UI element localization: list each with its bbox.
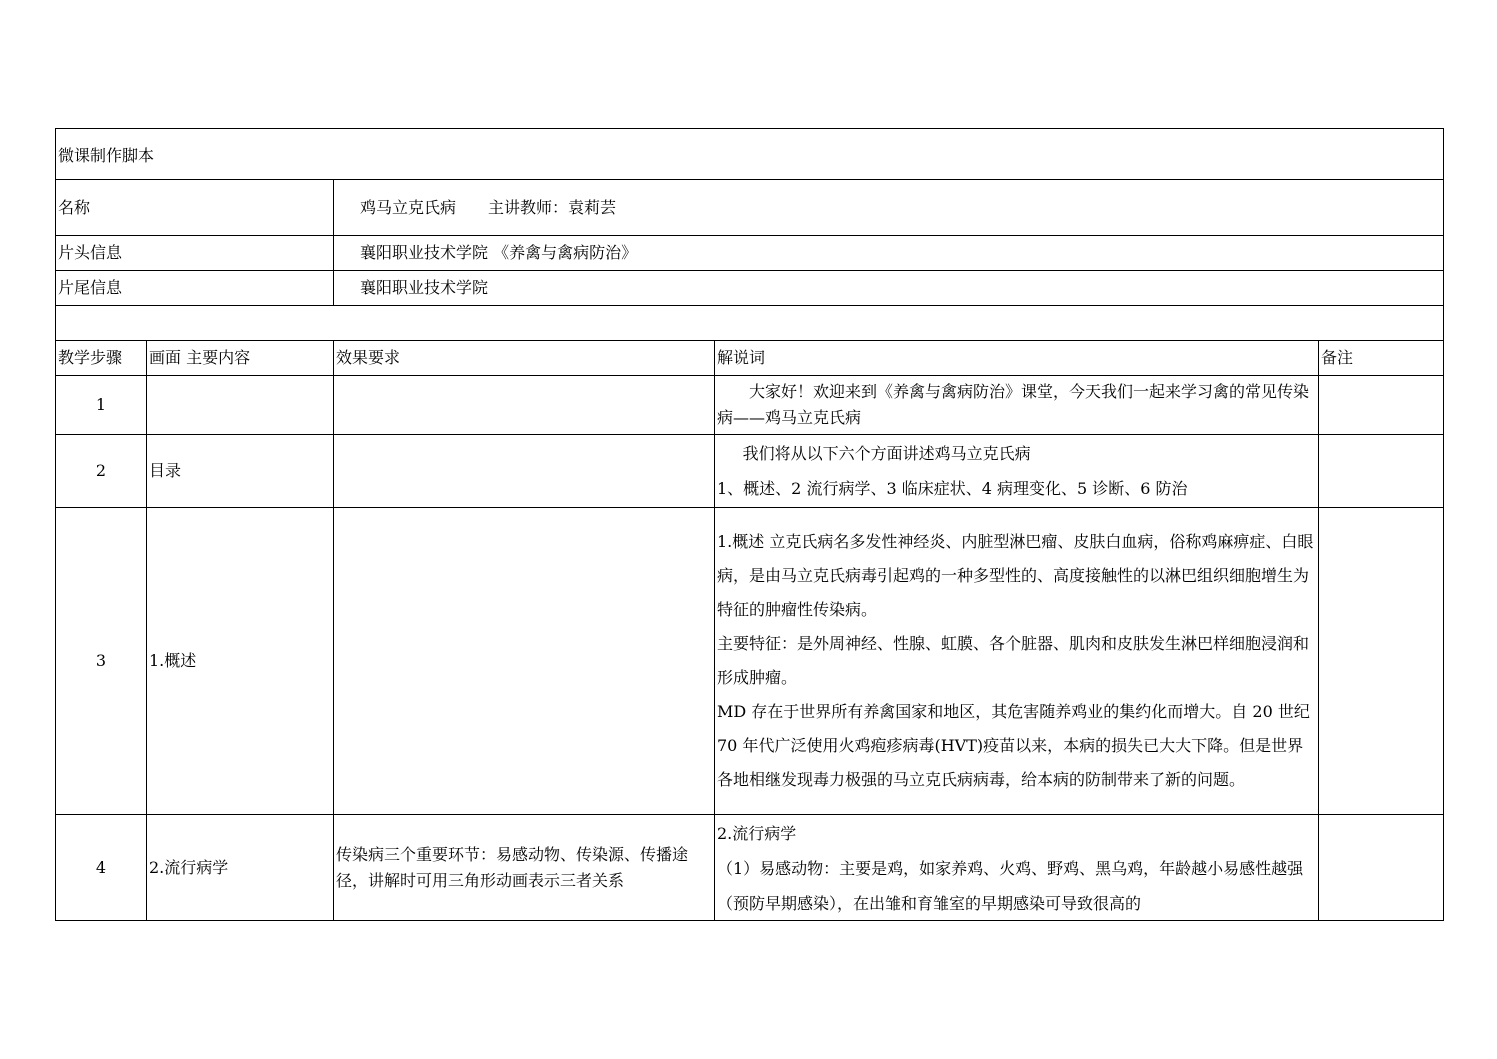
info-row-head bbox=[56, 236, 1444, 271]
tail-label: 片尾信息 bbox=[56, 271, 334, 306]
col-header-step: 教学步骤 bbox=[56, 341, 147, 376]
title-row bbox=[56, 129, 1444, 180]
narration-paragraph: MD 存在于世界所有养禽国家和地区，其危害随养鸡业的集约化而增大。自 20 世纪 70 年代广泛使用火鸡疱疹病毒(HVT)疫苗以来，本病的损失已大大下降。但是世界各地相继发现毒力极强的马立克氏病病毒，给本病的防制带来了新的问题。 bbox=[717, 702, 1310, 789]
name-label: 名称 bbox=[56, 180, 334, 236]
step-cell: 1 bbox=[56, 376, 147, 435]
head-value: 襄阳职业技术学院 《养禽与禽病防治》 bbox=[334, 236, 1444, 271]
effect-cell bbox=[334, 508, 715, 815]
narration-cell bbox=[715, 815, 1319, 921]
step-cell: 4 bbox=[56, 815, 147, 921]
table-row bbox=[56, 376, 1444, 435]
content-cell: 目录 bbox=[147, 435, 334, 508]
col-header-content: 画面 主要内容 bbox=[147, 341, 334, 376]
narration-paragraph: 大家好！欢迎来到《养禽与禽病防治》课堂，今天我们一起来学习禽的常见传染病——鸡马立克氏病 bbox=[717, 382, 1310, 427]
effect-cell bbox=[334, 376, 715, 435]
narration-cell bbox=[715, 376, 1319, 435]
narration-paragraph: （1）易感动物：主要是鸡，如家养鸡、火鸡、野鸡、黑乌鸡，年龄越小易感性越强（预防早期感染），在出雏和育雏室的早期感染可导致很高的 bbox=[717, 858, 1304, 913]
head-label: 片头信息 bbox=[56, 236, 334, 271]
name-value: 鸡马立克氏病 主讲教师：袁莉芸 bbox=[334, 180, 1444, 236]
narration-clip bbox=[717, 816, 1316, 920]
info-row-name bbox=[56, 180, 1444, 236]
col-header-narration: 解说词 bbox=[715, 341, 1319, 376]
narration-paragraph: 1.概述 立克氏病名多发性神经炎、内脏型淋巴瘤、皮肤白血病，俗称鸡麻痹症、白眼病，是由马立克氏病毒引起鸡的一种多型性的、高度接触性的以淋巴组织细胞增生为特征的肿瘤性传染病。 bbox=[717, 532, 1314, 619]
note-cell bbox=[1319, 376, 1444, 435]
content-cell bbox=[147, 376, 334, 435]
narration-paragraph: 1、概述、2 流行病学、3 临床症状、4 病理变化、5 诊断、6 防治 bbox=[717, 479, 1188, 498]
spacer-row bbox=[56, 306, 1444, 341]
table-row bbox=[56, 435, 1444, 508]
table-row bbox=[56, 508, 1444, 815]
effect-cell bbox=[334, 435, 715, 508]
step-cell: 3 bbox=[56, 508, 147, 815]
info-row-tail bbox=[56, 271, 1444, 306]
narration-paragraph: 我们将从以下六个方面讲述鸡马立克氏病 bbox=[742, 444, 1031, 463]
table-title: 微课制作脚本 bbox=[56, 129, 1444, 180]
note-cell bbox=[1319, 508, 1444, 815]
table-row bbox=[56, 815, 1444, 921]
col-header-note: 备注 bbox=[1319, 341, 1444, 376]
content-cell: 2.流行病学 bbox=[147, 815, 334, 921]
narration-cell bbox=[715, 508, 1319, 815]
narration-paragraph: 主要特征：是外周神经、性腺、虹膜、各个脏器、肌肉和皮肤发生淋巴样细胞浸润和形成肿瘤。 bbox=[717, 634, 1310, 687]
header-row bbox=[56, 341, 1444, 376]
col-header-effect: 效果要求 bbox=[334, 341, 715, 376]
tail-value: 襄阳职业技术学院 bbox=[334, 271, 1444, 306]
step-cell: 2 bbox=[56, 435, 147, 508]
effect-cell: 传染病三个重要环节：易感动物、传染源、传播途径，讲解时可用三角形动画表示三者关系 bbox=[334, 815, 715, 921]
note-cell bbox=[1319, 435, 1444, 508]
note-cell bbox=[1319, 815, 1444, 921]
narration-paragraph: 2.流行病学 bbox=[717, 823, 797, 843]
micro-lesson-script-table bbox=[55, 128, 1444, 921]
content-cell: 1.概述 bbox=[147, 508, 334, 815]
narration-cell bbox=[715, 435, 1319, 508]
empty-cell bbox=[56, 306, 1444, 341]
